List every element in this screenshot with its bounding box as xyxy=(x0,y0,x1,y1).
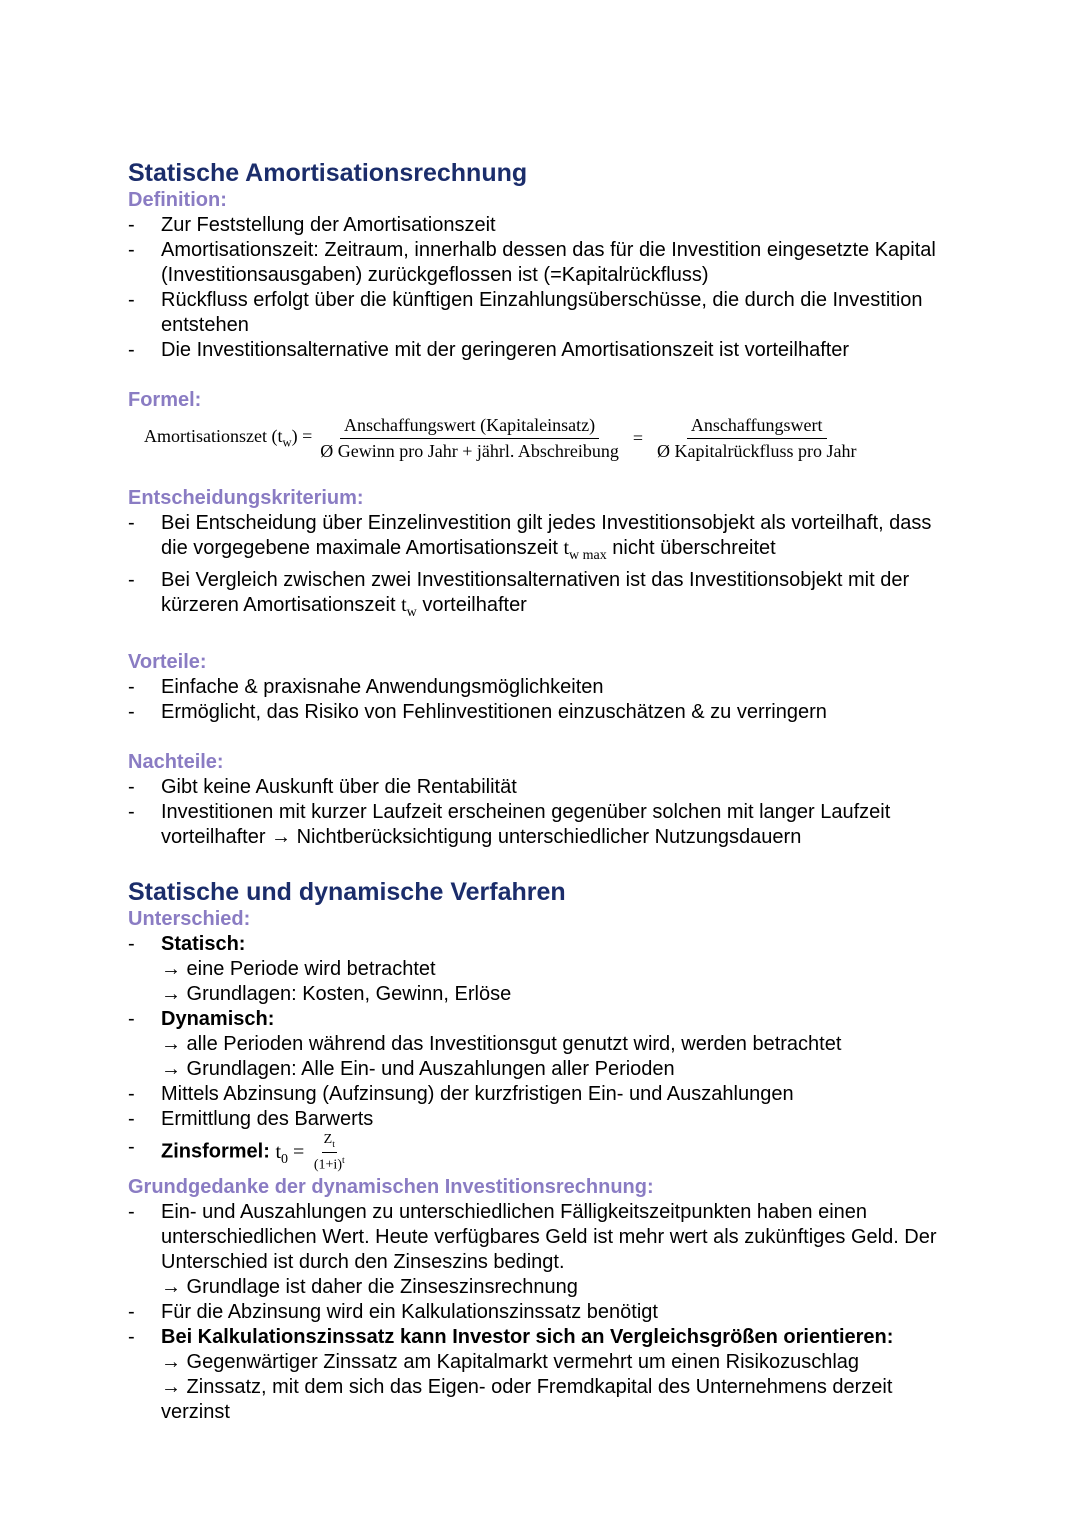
difference-heading: Unterschied: xyxy=(128,908,251,930)
criterion-list xyxy=(128,511,958,625)
section-title-amortisation: Statische Amortisationsrechnung xyxy=(128,159,528,187)
formula-lhs: Amortisationszet $(t_w)$ = xyxy=(144,426,313,450)
definition-heading: Definition: xyxy=(128,189,227,211)
disadvantages-heading: Nachteile: xyxy=(128,751,224,773)
list-item-static: - Statisch: → eine Periode wird betrachtet → Grundlagen: Kosten, Gewinn, Erlöse xyxy=(128,932,958,1007)
formula-heading: Formel: xyxy=(128,389,202,411)
list-item: - Amortisationszeit: Zeitraum, innerhalb dessen das für die Investition eingesetzte Kapital (Investitionsausgaben) zurückgeflossen ist (=Kapitalrückfluss) xyxy=(128,238,958,288)
list-item: - Ermöglicht, das Risiko von Fehlinvestitionen einzuschätzen & zu verringern xyxy=(128,700,958,725)
criterion-heading: Entscheidungskriterium: xyxy=(128,487,364,509)
list-item: - Zur Feststellung der Amortisationszeit xyxy=(128,213,958,238)
equals-sign: = xyxy=(632,428,643,448)
formula-fraction-1 xyxy=(316,415,623,462)
list-item: - Bei Vergleich zwischen zwei Investitionsalternativen ist das Investitionsobjekt mit der kürzeren Amortisationszeit $t_w$ vorteilhafter xyxy=(128,568,958,625)
list-item: - Bei Kalkulationszinssatz kann Investor sich an Vergleichsgrößen orientieren: → Gegenwärtiger Zinssatz am Kapitalmarkt vermehrt um einen Risikozuschlag → Zinssatz, mit dem sich das Eigen- oder Fremdkapital des Unternehmens derzeit verzinst xyxy=(128,1325,958,1425)
list-item: - Für die Abzinsung wird ein Kalkulationszinssatz benötigt xyxy=(128,1300,958,1325)
advantages-heading: Vorteile: xyxy=(128,651,207,673)
list-item: - Einfache & praxisnahe Anwendungsmöglichkeiten xyxy=(128,675,958,700)
list-item: - Die Investitionsalternative mit der geringeren Amortisationszeit ist vorteilhafter xyxy=(128,338,958,363)
list-item: - Ermittlung des Barwerts xyxy=(128,1107,958,1132)
list-item-dynamic: - Dynamisch: → alle Perioden während das Investitionsgut genutzt wird, werden betrachtet → Grundlagen: Alle Ein- und Auszahlungen aller Perioden xyxy=(128,1007,958,1082)
fraction-numerator: Anschaffungswert xyxy=(687,415,827,439)
interest-formula: $t_0$ = xyxy=(275,1140,305,1167)
list-item: - Rückfluss erfolgt über die künftigen Einzahlungsüberschüsse, die durch die Investition entstehen xyxy=(128,288,958,338)
list-item-interest-formula: - Zinsformel: $t_0$ = $\frac{Z_t}{(1+i)^t}$ xyxy=(128,1132,958,1175)
amortisation-formula xyxy=(144,415,958,462)
idea-heading: Grundgedanke der dynamischen Investitionsrechnung: xyxy=(128,1175,654,1198)
list-item: - Ein- und Auszahlungen zu unterschiedlichen Fälligkeitszeitpunkten haben einen unterschiedlichen Wert. Heute verfügbares Geld ist mehr wert als zukünftiges Geld. Der Unterschied ist durch den Zinseszins bedingt. → Grundlage ist daher die Zinseszinsrechnung xyxy=(128,1200,958,1300)
document-page xyxy=(128,158,958,1425)
idea-list xyxy=(128,1200,958,1425)
fraction-denominator: Ø Gewinn pro Jahr + jährl. Abschreibung xyxy=(320,441,619,461)
list-item: - Mittels Abzinsung (Aufzinsung) der kurzfristigen Ein- und Auszahlungen xyxy=(128,1082,958,1107)
fraction-denominator: Ø Kapitalrückfluss pro Jahr xyxy=(657,441,857,461)
difference-list xyxy=(128,932,958,1175)
formula-fraction-2 xyxy=(653,415,860,462)
list-item: - Gibt keine Auskunft über die Rentabilität xyxy=(128,775,958,800)
definition-list xyxy=(128,213,958,363)
advantages-list xyxy=(128,675,958,725)
fraction-numerator: Anschaffungswert (Kapitaleinsatz) xyxy=(340,415,599,439)
disadvantages-list xyxy=(128,775,958,850)
section-title-verfahren: Statische und dynamische Verfahren xyxy=(128,878,566,906)
interest-fraction: $\frac{Z_t}{(1+i)^t}$ xyxy=(313,1132,345,1173)
list-item: - Investitionen mit kurzer Laufzeit erscheinen gegenüber solchen mit langer Laufzeit vorteilhafter → Nichtberücksichtigung unterschiedlicher Nutzungsdauern xyxy=(128,800,958,850)
list-item: - Bei Entscheidung über Einzelinvestition gilt jedes Investitionsobjekt als vorteilhaft, dass die vorgegebene maximale Amortisationszeit $t_{w max}$ nicht überschreitet xyxy=(128,511,958,568)
